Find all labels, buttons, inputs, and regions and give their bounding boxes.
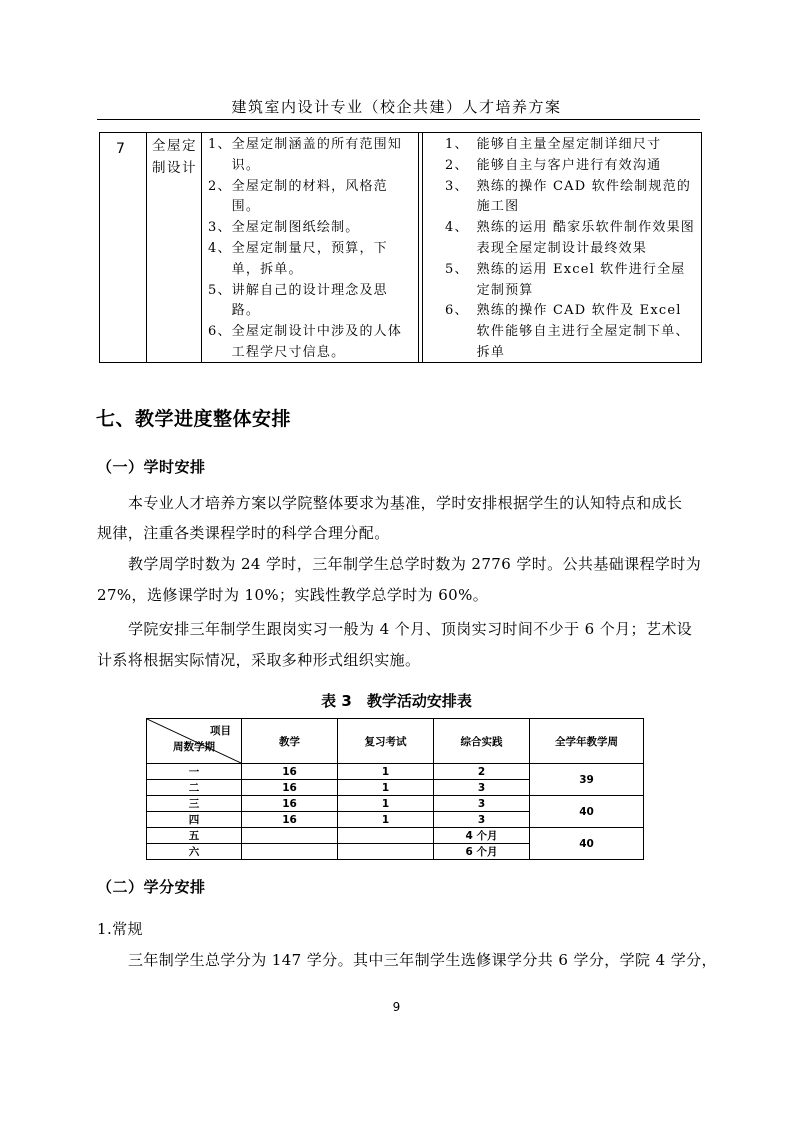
item-number: 1、 (208, 137, 232, 152)
item-text: 全屋定制的材料，风格范围。 (231, 178, 388, 215)
year-total-cell: 40 (530, 796, 644, 828)
exam-cell: 1 (338, 764, 434, 780)
term-cell: 三 (147, 796, 242, 812)
table-row (147, 828, 644, 844)
year-total-cell: 40 (530, 828, 644, 860)
item-number: 2、 (445, 157, 469, 173)
teach-cell: 16 (242, 764, 338, 780)
subsection-heading-hours: （一）学时安排 (97, 458, 206, 476)
paragraph-line: 27%，选修课学时为 10%；实践性教学总学时为 60%。 (97, 586, 489, 604)
header-rule (97, 119, 700, 120)
list-item (445, 260, 695, 302)
practice-cell: 3 (434, 796, 530, 812)
list-item (208, 218, 412, 239)
year-total-cell: 39 (530, 764, 644, 796)
item-text: 熟练的运用 酷家乐软件制作效果图表现全屋定制设计最终效果 (476, 220, 696, 256)
table-row (147, 764, 644, 780)
item-text: 讲解自己的设计理念及思路。 (231, 282, 388, 319)
item-text: 熟练的操作 CAD 软件及 Excel 软件能够自主进行全屋定制下单、拆单 (476, 303, 690, 360)
exam-cell (338, 828, 434, 844)
teaching-activity-table (146, 718, 644, 860)
table-divider (418, 133, 423, 362)
item-number: 3、 (445, 178, 469, 194)
item-number: 6、 (445, 303, 469, 319)
section-heading: 七、教学进度整体安排 (96, 408, 292, 430)
teach-cell: 16 (242, 812, 338, 828)
list-item (208, 322, 412, 364)
practice-cell: 3 (434, 812, 530, 828)
table-divider (146, 133, 147, 362)
item-number: 3、 (208, 220, 232, 236)
header-cell: 复习考试 (338, 719, 434, 764)
paragraph-line: 计系将根据实际情况，采取多种形式组织实施。 (97, 651, 421, 669)
header-cell: 全学年教学周 (530, 719, 644, 764)
paragraph-line: 规律，注重各类课程学时的科学合理分配。 (97, 524, 390, 542)
item-text: 全屋定制设计中涉及的人体工程学尺寸信息。 (231, 324, 403, 360)
term-cell: 一 (147, 764, 242, 780)
header-cell: 教学 (242, 719, 338, 764)
paragraph-line: 学院安排三年制学生跟岗实习一般为 4 个月、顶岗实习时间不少于 6 个月；艺术设 (128, 620, 693, 638)
teach-cell (242, 828, 338, 844)
header-cell: 综合实践 (434, 719, 530, 764)
course-table (99, 132, 702, 363)
item-text: 全屋定制图纸绘制。 (231, 220, 360, 236)
list-item (208, 281, 412, 323)
sub-subsection-heading: 1.常规 (97, 920, 143, 938)
item-number: 2、 (208, 178, 232, 194)
subsection-heading-credits: （二）学分安排 (97, 878, 206, 896)
list-item (208, 135, 412, 177)
item-number: 5、 (445, 261, 469, 277)
course-category: 全屋定制设计 (152, 138, 197, 176)
table-caption: 表 3 教学活动安排表 (321, 692, 472, 710)
paragraph-line: 三年制学生总学分为 147 学分。其中三年制学生选修课学分共 6 学分，学院 4 学分， (128, 951, 717, 969)
item-text: 全屋定制量尺，预算，下单，拆单。 (231, 240, 388, 277)
item-text: 能够自主与客户进行有效沟通 (476, 157, 662, 173)
diag-label-term: 周数学期 (173, 741, 215, 753)
list-item (445, 177, 695, 219)
exam-cell: 1 (338, 796, 434, 812)
list-item (445, 218, 695, 260)
knowledge-list (208, 135, 412, 364)
page-header-title: 建筑室内设计专业（校企共建）人才培养方案 (231, 98, 562, 116)
row-number: 7 (116, 141, 125, 157)
list-item (445, 301, 695, 363)
list-item (445, 156, 695, 177)
item-number: 4、 (445, 220, 469, 236)
practice-cell: 6 个月 (434, 844, 530, 860)
term-cell: 二 (147, 780, 242, 796)
table-header-row (147, 719, 644, 764)
term-cell: 四 (147, 812, 242, 828)
teach-cell: 16 (242, 796, 338, 812)
list-item (208, 177, 412, 219)
term-cell: 五 (147, 828, 242, 844)
item-text: 能够自主量全屋定制详细尺寸 (476, 137, 662, 152)
table-divider (201, 133, 202, 362)
item-number: 1、 (445, 137, 469, 152)
exam-cell (338, 844, 434, 860)
item-number: 5、 (208, 282, 232, 298)
term-cell: 六 (147, 844, 242, 860)
list-item (208, 239, 412, 281)
item-text: 全屋定制涵盖的所有范围知识。 (231, 137, 403, 173)
diag-label-item: 项目 (210, 725, 231, 737)
practice-cell: 2 (434, 764, 530, 780)
teach-cell (242, 844, 338, 860)
practice-cell: 3 (434, 780, 530, 796)
exam-cell: 1 (338, 780, 434, 796)
item-number: 6、 (208, 324, 232, 340)
item-number: 4、 (208, 240, 232, 256)
practice-cell: 4 个月 (434, 828, 530, 844)
skills-list (445, 135, 695, 364)
item-text: 熟练的操作 CAD 软件绘制规范的施工图 (476, 178, 692, 215)
paragraph-line: 教学周学时数为 24 学时，三年制学生总学时数为 2776 学时。公共基础课程学时为 (128, 555, 702, 573)
list-item (445, 135, 695, 156)
table-row (147, 796, 644, 812)
paragraph-line: 本专业人才培养方案以学院整体要求为基准，学时安排根据学生的认知特点和成长 (128, 494, 683, 512)
teach-cell: 16 (242, 780, 338, 796)
item-text: 熟练的运用 Excel 软件进行全屋定制预算 (476, 261, 686, 298)
page-number: 9 (392, 1000, 401, 1014)
diagonal-header-cell (147, 719, 242, 764)
exam-cell: 1 (338, 812, 434, 828)
